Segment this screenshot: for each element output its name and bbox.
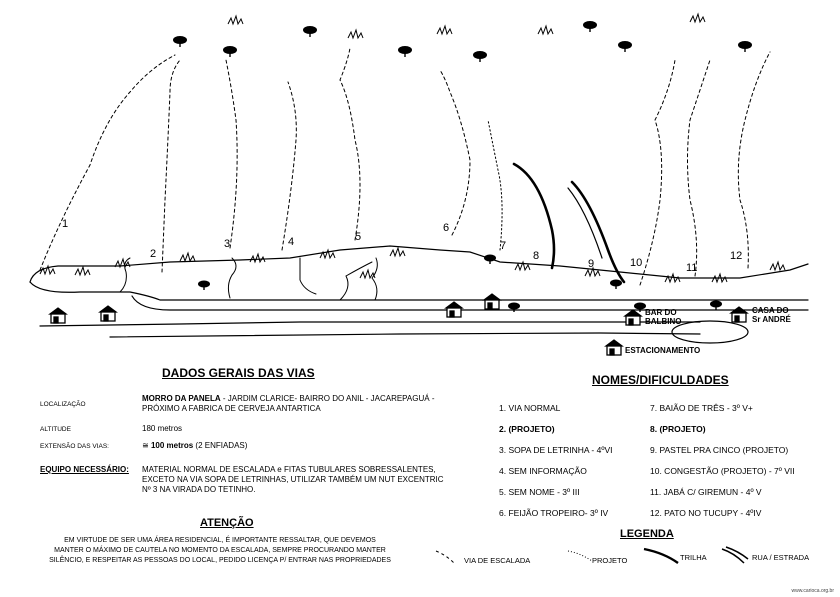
extensao-symbol: ≅ xyxy=(142,441,149,450)
equipo-line-1: MATERIAL NORMAL DE ESCALADA e FITAS TUBULARES SOBRESSALENTES, xyxy=(142,465,436,474)
legend-rua-label: RUA / ESTRADA xyxy=(752,553,810,562)
route-name-2: 2. (PROJETO) xyxy=(499,424,555,434)
route-name-10: 10. CONGESTÃO (PROJETO) - 7º VII xyxy=(650,466,795,476)
road-upper xyxy=(30,282,808,300)
site-credit: www.carioca.org.br xyxy=(791,588,834,594)
extensao-value xyxy=(142,441,247,451)
route-label-11: 11 xyxy=(686,262,698,274)
localizacao-bold: MORRO DA PANELA xyxy=(142,394,221,403)
equipo-value xyxy=(142,465,444,495)
route-2-line xyxy=(162,60,180,272)
equipo-line-3: Nº 3 NA VIRADA DO TETINHO. xyxy=(142,485,256,494)
atencao-line-2: MANTER O MÁXIMO DE CAUTELA NO MOMENTO DA ESCALADA, SEMPRE PROCURANDO MANTER xyxy=(54,547,386,554)
localizacao-rest1: - JARDIM CLARICE- BAIRRO DO ANIL - JACAREPAGUÁ - xyxy=(220,394,435,403)
route-label-6: 6 xyxy=(443,222,450,234)
atencao-text xyxy=(40,536,400,566)
road-middle xyxy=(132,296,808,310)
route-label-10: 10 xyxy=(630,257,643,269)
atencao-line-1: EM VIRTUDE DE SER UMA ÁREA RESIDENCIAL, É IMPORTANTE RESSALTAR, QUE DEVEMOS xyxy=(64,537,376,544)
route-name-8: 8. (PROJETO) xyxy=(650,424,706,434)
route-4-line xyxy=(282,82,296,250)
legend-projeto-symbol xyxy=(568,551,592,561)
route-label-7: 7 xyxy=(500,240,507,252)
place-bar-line2: BALBINO xyxy=(645,317,682,326)
place-estacionamento: ESTACIONAMENTO xyxy=(625,346,701,355)
road-bottom xyxy=(110,333,700,337)
road-lower xyxy=(40,322,700,326)
atencao-line-3: SILÊNCIO, E RESPEITAR AS PESSOAS DO LOCAL, PEDIDO LICENÇA P/ ENTRAR NAS PROPRIEDADES xyxy=(49,557,391,564)
altitude-value: 180 metros xyxy=(142,424,183,433)
legend-via-label: VIA DE ESCALADA xyxy=(464,556,531,565)
legenda-title: LEGENDA xyxy=(620,528,674,540)
route-12-line xyxy=(738,52,770,268)
names-left-column xyxy=(499,398,612,524)
route-name-12: 12. PATO NO TUCUPY - 4ºIV xyxy=(650,508,762,518)
route-name-9: 9. PASTEL PRA CINCO (PROJETO) xyxy=(650,445,789,455)
route-6-line xyxy=(440,70,470,235)
route-3-line xyxy=(226,60,237,248)
route-name-3: 3. SOPA DE LETRINHA - 4ºVI xyxy=(499,445,613,455)
extensao-rest: (2 ENFIADAS) xyxy=(193,441,248,450)
parking-area xyxy=(672,321,748,343)
altitude-label: ALTITUDE xyxy=(40,426,71,433)
route-label-4: 4 xyxy=(288,236,295,248)
trail-9 xyxy=(572,182,624,282)
trees-top xyxy=(173,21,752,312)
route-name-6: 6. FEIJÃO TROPEIRO- 3º IV xyxy=(499,508,609,518)
route-label-3: 3 xyxy=(224,238,231,250)
place-bar-line1: BAR DO xyxy=(645,308,677,317)
extensao-label: EXTENSÃO DAS VIAS: xyxy=(40,443,109,450)
equipo-label: EQUIPO NECESSÁRIO: xyxy=(40,465,129,474)
route-10-line xyxy=(640,60,675,285)
place-casa-line1: CASA DO xyxy=(752,306,789,315)
atencao-title: ATENÇÃO xyxy=(200,517,254,529)
localizacao-value xyxy=(142,394,434,414)
place-casa-line2: Sr ANDRÉ xyxy=(752,315,791,324)
place-casa-andre xyxy=(752,306,791,324)
route-name-7: 7. BAIÃO DE TRÊS - 3º V+ xyxy=(650,403,753,413)
route-name-5: 5. SEM NOME - 3º III xyxy=(499,487,580,497)
route-1-line xyxy=(40,55,175,270)
route-5-line xyxy=(340,48,360,240)
legend-via-symbol xyxy=(436,551,454,563)
nomes-title: NOMES/DIFICULDADES xyxy=(592,373,729,387)
localizacao-label: LOCALIZAÇÃO xyxy=(40,401,86,408)
route-label-2: 2 xyxy=(150,248,157,260)
names-right-column xyxy=(650,398,795,524)
route-name-4: 4. SEM INFORMAÇÃO xyxy=(499,466,587,476)
route-name-11: 11. JABÁ C/ GIREMUN - 4º V xyxy=(650,487,762,497)
route-name-1: 1. VIA NORMAL xyxy=(499,403,561,413)
dados-title: DADOS GERAIS DAS VIAS xyxy=(162,366,315,380)
equipo-line-2: EXCETO NA VIA SOPA DE LETRINHAS, UTILIZAR TAMBÉM UM NUT EXCENTRIC xyxy=(142,475,444,484)
legend-rua-symbol-a xyxy=(722,549,744,563)
route-label-8: 8 xyxy=(533,250,540,262)
route-label-12: 12 xyxy=(730,250,743,262)
legend-trilha-symbol xyxy=(644,549,678,563)
route-label-1: 1 xyxy=(62,218,69,230)
localizacao-rest2: PRÓXIMO A FABRICA DE CERVEJA ANTARTICA xyxy=(142,404,321,413)
route-7-line xyxy=(488,120,502,250)
route-11-line xyxy=(688,60,711,276)
route-label-9: 9 xyxy=(588,258,595,270)
legend-trilha-label: TRILHA xyxy=(680,553,707,562)
grass-tufts xyxy=(40,14,785,282)
legend-projeto-label: PROJETO xyxy=(592,556,628,565)
extensao-bold: 100 metros xyxy=(150,441,194,450)
place-bar-balbino xyxy=(645,308,681,326)
route-label-5: 5 xyxy=(355,231,362,243)
